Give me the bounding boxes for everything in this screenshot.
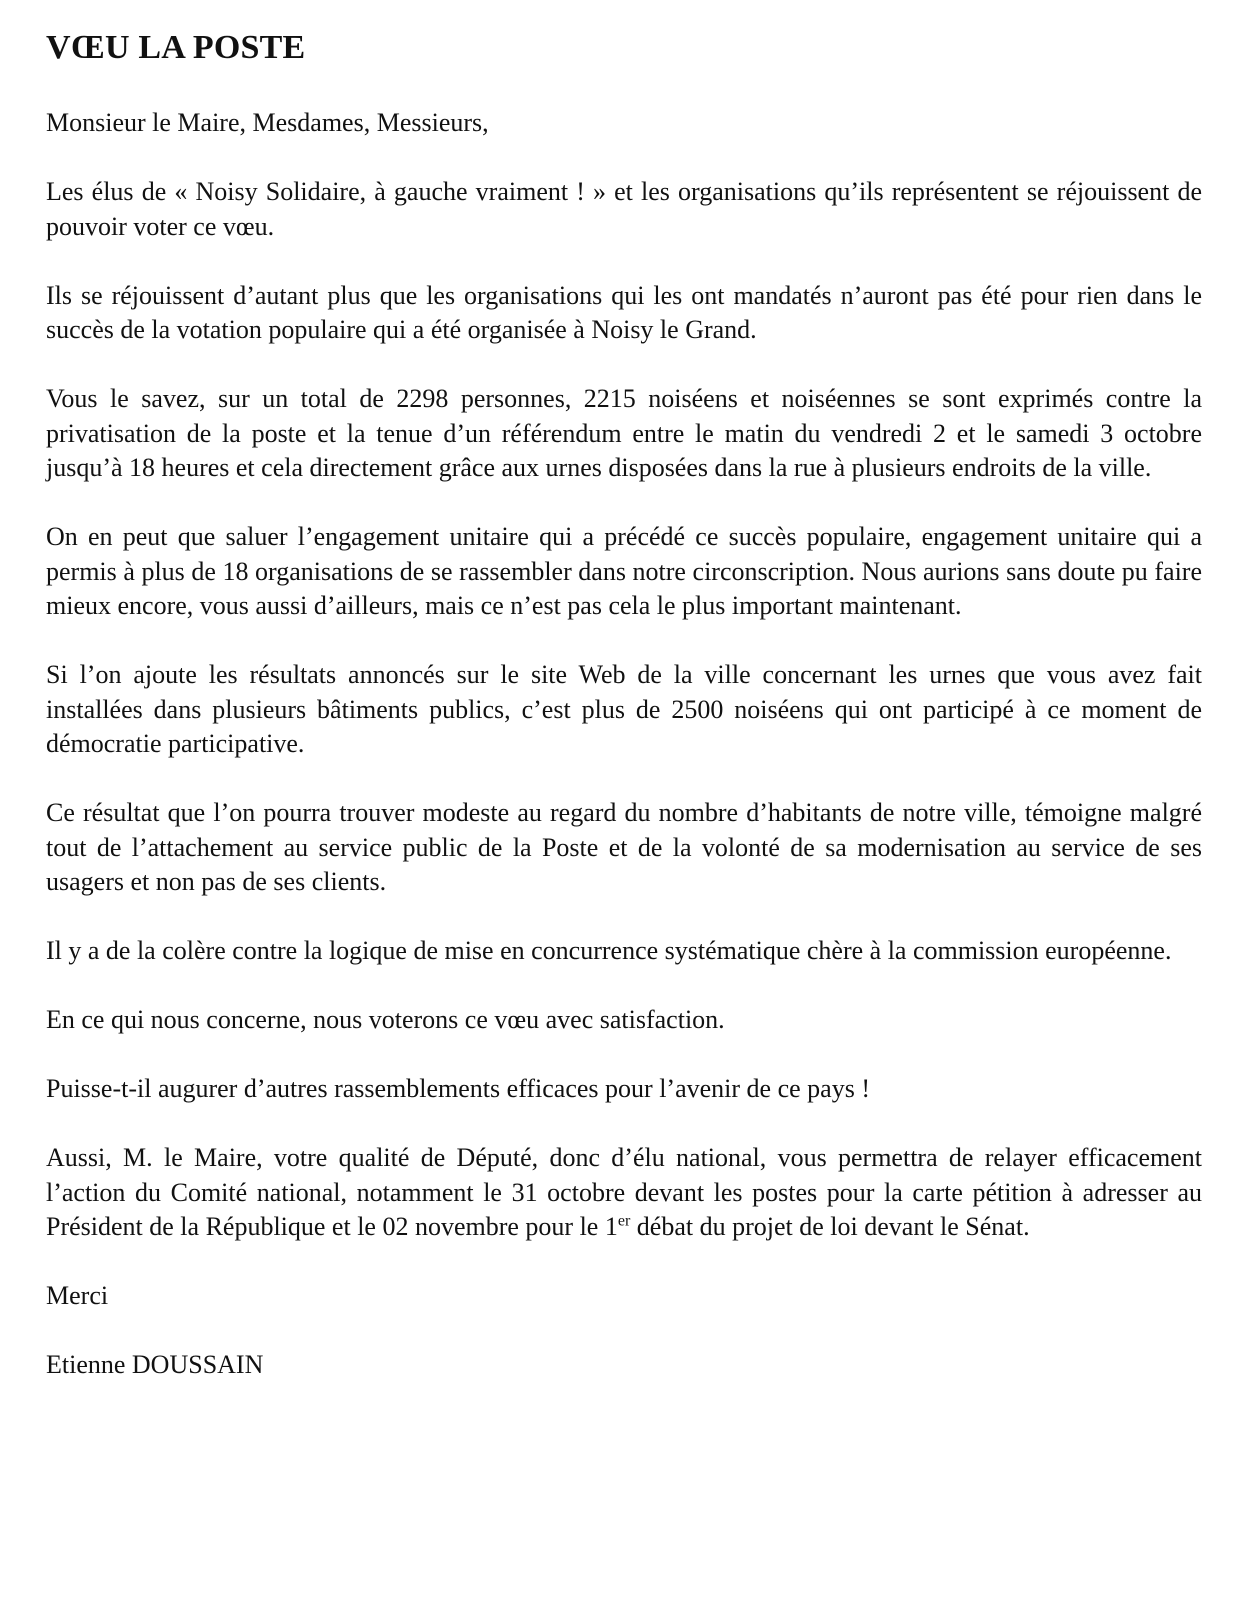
paragraph-9: Puisse-t-il augurer d’autres rassemblements efficaces pour l’avenir de ce pays ! xyxy=(46,1074,870,1103)
final-paragraph-text: Aussi, M. le Maire, votre qualité de Député, donc d’élu national, vous permettra de relayer efficacement l’action du Comité national, notamment le 31 octobre devant les postes pour la carte pétition à adresser au Président de la République et le 02 novembre pour le 1 xyxy=(46,1143,1202,1241)
document-title: VŒU LA POSTE xyxy=(46,29,306,66)
paragraph-final xyxy=(46,1141,1202,1245)
letter-page xyxy=(46,28,1202,1417)
paragraph-5: Si l’on ajoute les résultats annoncés sur le site Web de la ville concernant les urnes que vous avez fait installées dans plusieurs bâtiments publics, c’est plus de 2500 noiséens qui ont participé à ce moment de démocratie participative. xyxy=(46,660,1202,758)
paragraph-8: En ce qui nous concerne, nous voterons ce vœu avec satisfaction. xyxy=(46,1005,725,1034)
ordinal-superscript: er xyxy=(617,1212,631,1230)
paragraph-6: Ce résultat que l’on pourra trouver modeste au regard du nombre d’habitants de notre ville, témoigne malgré tout de l’attachement au service public de la Poste et de la volonté de sa modernisation au service de ses usagers et non pas de ses clients. xyxy=(46,798,1202,896)
closing: Merci xyxy=(46,1281,109,1310)
final-paragraph-text-end: débat du projet de loi devant le Sénat. xyxy=(630,1212,1030,1241)
salutation: Monsieur le Maire, Mesdames, Messieurs, xyxy=(46,108,489,137)
signature: Etienne DOUSSAIN xyxy=(46,1350,264,1379)
paragraph-1: Les élus de « Noisy Solidaire, à gauche vraiment ! » et les organisations qu’ils représentent se réjouissent de pouvoir voter ce vœu. xyxy=(46,177,1202,241)
paragraph-7: Il y a de la colère contre la logique de mise en concurrence systématique chère à la commission européenne. xyxy=(46,936,1172,965)
paragraph-4: On en peut que saluer l’engagement unitaire qui a précédé ce succès populaire, engagement unitaire qui a permis à plus de 18 organisations de se rassembler dans notre circonscription. Nous aurions sans doute pu faire mieux encore, vous aussi d’ailleurs, mais ce n’est pas cela le plus important maintenant. xyxy=(46,522,1202,620)
paragraph-2: Ils se réjouissent d’autant plus que les organisations qui les ont mandatés n’auront pas été pour rien dans le succès de la votation populaire qui a été organisée à Noisy le Grand. xyxy=(46,280,1202,344)
paragraph-3: Vous le savez, sur un total de 2298 personnes, 2215 noiséens et noiséennes se sont exprimés contre la privatisation de la poste et la tenue d’un référendum entre le matin du vendredi 2 et le samedi 3 octobre jusqu’à 18 heures et cela directement grâce aux urnes disposées dans la rue à plusieurs endroits de la ville. xyxy=(46,384,1202,482)
